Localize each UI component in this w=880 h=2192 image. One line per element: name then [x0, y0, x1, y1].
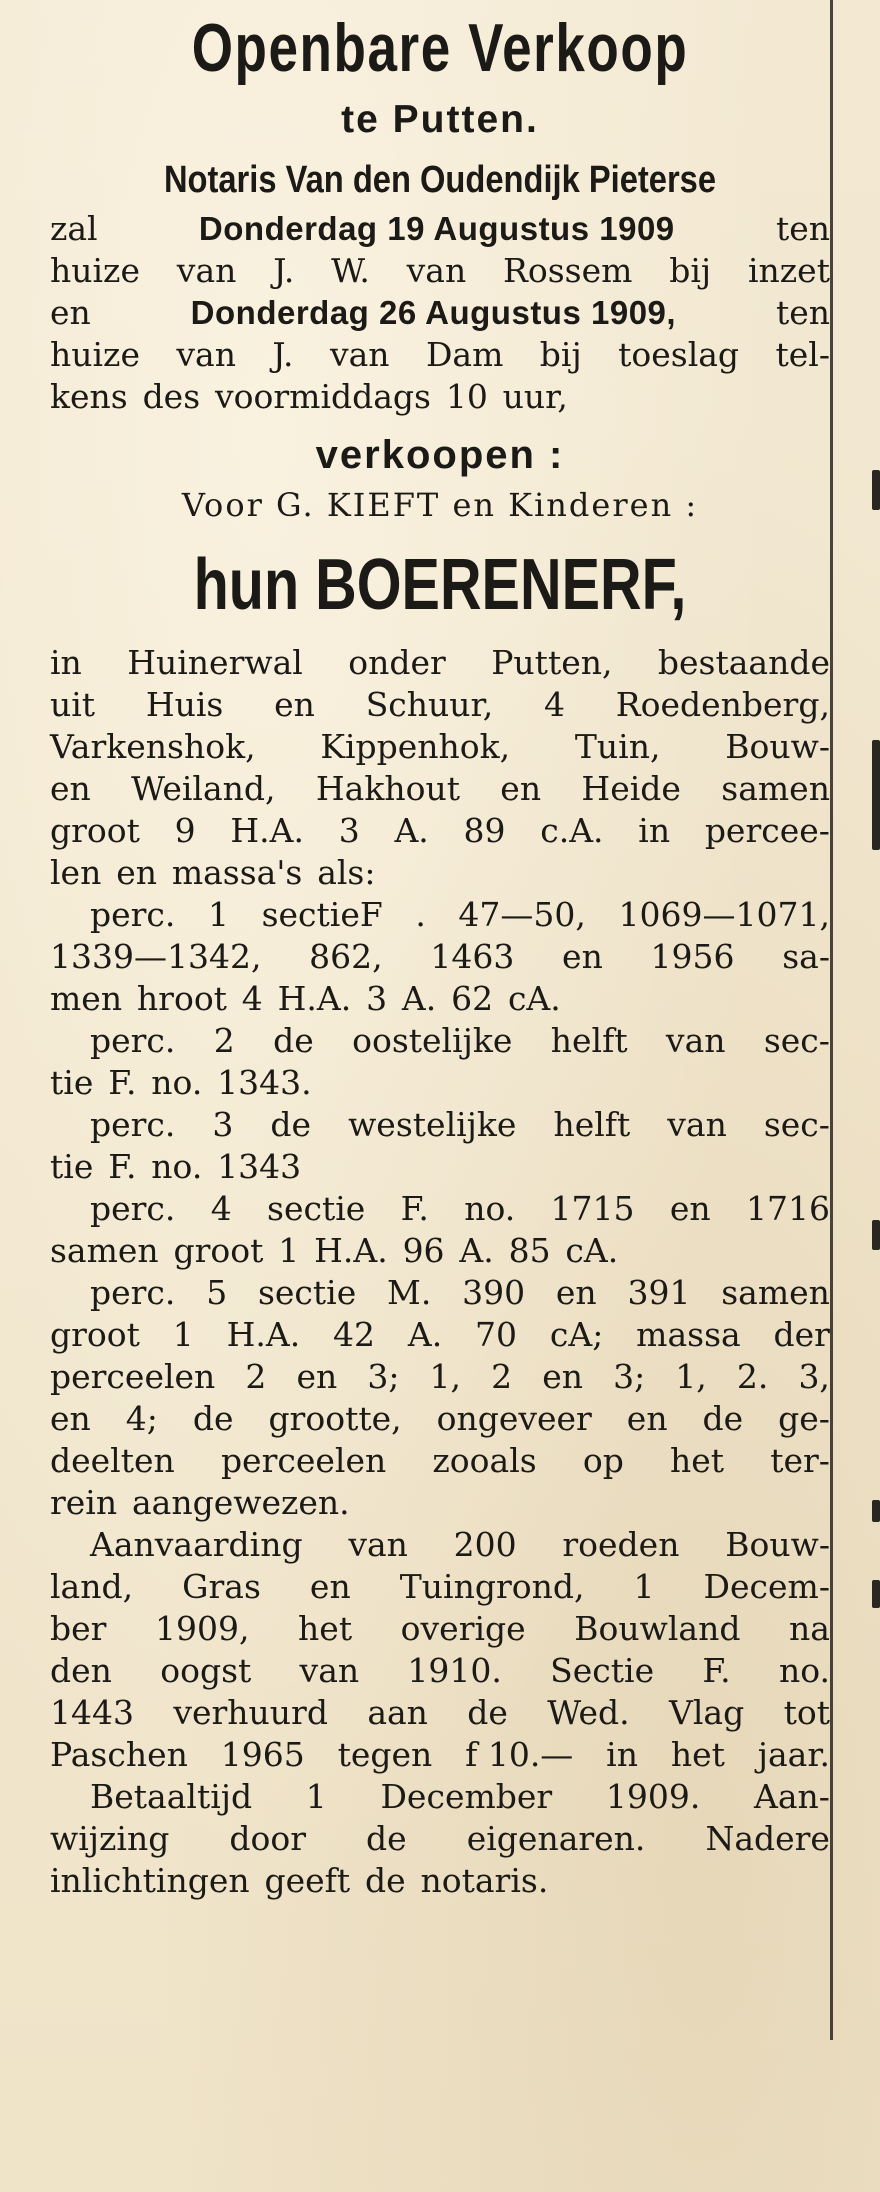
word: Heide	[581, 769, 681, 808]
seller-line: Voor G. KIEFT en Kinderen :	[181, 486, 699, 524]
word: A.	[407, 1315, 443, 1354]
word: 1909.	[605, 1777, 701, 1816]
word: Paschen	[50, 1735, 188, 1774]
word: 1	[633, 1567, 655, 1606]
word: roeden	[562, 1525, 680, 1564]
text-line	[50, 768, 830, 810]
word: en	[296, 1357, 338, 1396]
property-description	[50, 642, 830, 894]
word: oogst	[160, 1651, 252, 1690]
word: in	[638, 811, 671, 850]
text-line	[50, 208, 830, 250]
text-line	[50, 376, 830, 418]
word: eigenaren.	[466, 1819, 646, 1858]
text-line	[50, 1608, 830, 1650]
word: Huis	[145, 685, 224, 724]
word: het	[298, 1609, 353, 1648]
word: verhuurd	[173, 1693, 328, 1732]
word: perceelen	[50, 1357, 216, 1396]
word: Betaaltijd	[90, 1777, 253, 1816]
text-line	[50, 1734, 830, 1776]
word: tel-	[775, 335, 830, 374]
word: J.	[272, 335, 294, 374]
text-line	[50, 1104, 830, 1146]
word: F.	[400, 1189, 429, 1228]
word: 70	[475, 1315, 518, 1354]
word: tie	[50, 1147, 94, 1186]
word: Putten,	[491, 643, 613, 682]
word: no.	[151, 1147, 203, 1186]
text-line	[50, 1860, 830, 1902]
word: Decem-	[703, 1567, 830, 1606]
word: 1,	[675, 1357, 707, 1396]
word: Schuur,	[365, 685, 494, 724]
word: de	[273, 1021, 314, 1060]
word: helft	[550, 1021, 628, 1060]
word: perceе-	[704, 811, 830, 850]
word: uur,	[502, 377, 568, 416]
word: van	[665, 1021, 726, 1060]
word: van	[299, 1651, 360, 1690]
word: Bouw-	[725, 727, 830, 766]
word: in	[50, 643, 82, 682]
word: Vlag	[669, 1693, 745, 1732]
word: H.A.	[314, 1231, 388, 1270]
neighbor-column-mark	[872, 1580, 880, 1608]
word: sa-	[782, 937, 830, 976]
word: van	[406, 251, 467, 290]
word: kens	[50, 377, 128, 416]
text-line	[50, 1146, 830, 1188]
word: perc.	[90, 1273, 176, 1312]
word: perc.	[90, 1105, 176, 1144]
text-line	[50, 1818, 830, 1860]
word: 2	[213, 1021, 235, 1060]
word: onder	[348, 643, 446, 682]
word: cA.	[507, 979, 561, 1018]
word: 1339—1342,	[50, 937, 262, 976]
word: H.A.	[277, 979, 352, 1018]
word: A.	[394, 811, 429, 850]
word: 1	[278, 1231, 300, 1270]
word: Tuingrond,	[399, 1567, 585, 1606]
word: samen	[721, 1273, 830, 1312]
word: Roedenberg,	[615, 685, 830, 724]
word: Donderdag 26 Augustus 1909,	[190, 294, 677, 331]
word: Kippenhok,	[320, 727, 511, 766]
word: sec-	[763, 1105, 830, 1144]
word: 862,	[309, 937, 383, 976]
word: 2.	[736, 1357, 769, 1396]
word: Wed.	[547, 1693, 630, 1732]
word: 10	[445, 377, 488, 416]
word: sectie	[267, 1189, 366, 1228]
word: samen	[50, 1231, 159, 1270]
word: van	[667, 1105, 727, 1144]
word: 3;	[613, 1357, 646, 1396]
word: van	[329, 335, 390, 374]
word: de	[270, 1105, 312, 1144]
text-line	[50, 1314, 830, 1356]
word: 9	[174, 811, 196, 850]
word: grootte,	[268, 1399, 402, 1438]
word: de	[467, 1693, 508, 1732]
word: 1343.	[217, 1063, 312, 1102]
word: sectieF	[261, 895, 383, 934]
word: en	[669, 1189, 711, 1228]
word: 47—50,	[458, 895, 586, 934]
word: 3	[212, 1105, 234, 1144]
word: c.A.	[540, 811, 604, 850]
word: H.A.	[226, 1315, 301, 1354]
auction-advertisement	[50, 0, 830, 1902]
word: der	[773, 1315, 830, 1354]
word: en	[562, 937, 603, 976]
text-line	[50, 1440, 830, 1482]
word: tegen	[337, 1735, 433, 1774]
word: 1965	[220, 1735, 305, 1774]
text-line	[50, 1776, 830, 1818]
word: 1,	[429, 1357, 462, 1396]
word: bestaande	[657, 643, 830, 682]
terms-paragraph	[50, 1524, 830, 1902]
word: groot	[50, 811, 140, 850]
text-line	[50, 1398, 830, 1440]
text-line	[50, 1356, 830, 1398]
word: 3	[338, 811, 360, 850]
word: W.	[331, 251, 370, 290]
word: len	[50, 853, 102, 892]
text-line	[50, 1650, 830, 1692]
word: perceelen	[220, 1441, 387, 1480]
word: 3,	[798, 1357, 830, 1396]
word: Huinerwal	[127, 643, 303, 682]
word: 1069—1071,	[618, 895, 830, 934]
word: massa	[636, 1315, 741, 1354]
word: 1716	[745, 1189, 830, 1228]
word: Tuin,	[574, 727, 661, 766]
word: 1	[305, 1777, 327, 1816]
word: en	[542, 1357, 583, 1396]
word: no.	[464, 1189, 516, 1228]
word: 4	[241, 979, 263, 1018]
word: en	[50, 293, 91, 332]
word: bij	[539, 335, 582, 374]
word: ter-	[770, 1441, 830, 1480]
word: aan	[367, 1693, 428, 1732]
word: rein	[50, 1483, 118, 1522]
word: samen	[721, 769, 830, 808]
word: van	[176, 335, 236, 374]
action-heading: verkoopen :	[315, 433, 565, 477]
word: perc.	[90, 895, 176, 934]
word: J.	[273, 251, 295, 290]
word: groot	[50, 1315, 140, 1354]
word: het	[670, 1441, 725, 1480]
word: M.	[387, 1273, 432, 1312]
word: notaris.	[420, 1861, 549, 1900]
headline: Openbare Verkoop	[191, 10, 689, 86]
word: het	[670, 1735, 725, 1774]
text-line	[50, 1272, 830, 1314]
text-line	[50, 292, 830, 334]
word: perc.	[90, 1189, 176, 1228]
word: 391	[627, 1273, 691, 1312]
text-line	[50, 936, 830, 978]
word: 5	[206, 1273, 228, 1312]
word: ongeveer	[436, 1399, 592, 1438]
word: jaar.	[757, 1735, 830, 1774]
parcel-list	[50, 894, 830, 1524]
word: Bouw-	[725, 1525, 830, 1564]
word: helft	[553, 1105, 631, 1144]
word: 85	[508, 1231, 551, 1270]
word: 1715	[550, 1189, 635, 1228]
word: zooals	[432, 1441, 537, 1480]
word: 96	[402, 1231, 445, 1270]
word: Varkenshok,	[50, 727, 256, 766]
column-divider	[830, 0, 833, 2040]
word: den	[50, 1651, 112, 1690]
word: f 10.—	[465, 1735, 574, 1774]
word: westelijke	[348, 1105, 517, 1144]
text-line	[50, 642, 830, 684]
word: op	[582, 1441, 624, 1480]
text-line	[50, 334, 830, 376]
word: oostelijke	[352, 1021, 513, 1060]
word: 1	[207, 895, 229, 934]
word: Dam	[425, 335, 504, 374]
word: groot	[173, 1231, 264, 1270]
word: Gras	[182, 1567, 261, 1606]
text-line	[50, 1524, 830, 1566]
word: de	[366, 1819, 407, 1858]
text-line	[50, 1020, 830, 1062]
word: 62	[451, 979, 494, 1018]
word: van	[176, 251, 237, 290]
word: Aanvaarding	[90, 1525, 303, 1564]
word: A.	[401, 979, 437, 1018]
text-line	[50, 1692, 830, 1734]
word: van	[348, 1525, 408, 1564]
word: uit	[50, 685, 96, 724]
word: en	[50, 769, 91, 808]
word: 1909,	[155, 1609, 250, 1648]
word: Sectie	[550, 1651, 655, 1690]
word: huize	[50, 251, 140, 290]
word: en	[50, 1399, 91, 1438]
word: Donderdag 19 Augustus 1909	[198, 210, 675, 247]
word: cA.	[565, 1231, 619, 1270]
word: en	[555, 1273, 597, 1312]
word: 390	[462, 1273, 526, 1312]
word: 3;	[367, 1357, 400, 1396]
word: en	[309, 1567, 351, 1606]
word: voormiddags	[215, 377, 431, 416]
notary-name: Notaris Van den Oudendijk Pieterse	[163, 159, 717, 201]
word: Nadere	[705, 1819, 830, 1858]
word: en	[116, 853, 157, 892]
word: F.	[108, 1147, 137, 1186]
text-line	[50, 1230, 830, 1272]
auction-dates-paragraph	[50, 208, 830, 418]
object-title: hun BOERENERF,	[193, 545, 687, 625]
text-line	[50, 684, 830, 726]
word: men	[50, 979, 123, 1018]
word: Aan-	[754, 1777, 830, 1816]
word: overige	[400, 1609, 526, 1648]
word: 1956	[650, 937, 735, 976]
word: December	[380, 1777, 553, 1816]
word: 1443	[50, 1693, 134, 1732]
word: Weiland,	[131, 769, 276, 808]
word: de	[365, 1861, 406, 1900]
neighbor-column-mark	[872, 740, 880, 850]
word: door	[229, 1819, 307, 1858]
word: 2	[491, 1357, 513, 1396]
word: sectie	[257, 1273, 357, 1312]
word: tie	[50, 1063, 94, 1102]
word: Bouwland	[574, 1609, 741, 1648]
word: huize	[50, 335, 140, 374]
word: zal	[50, 209, 98, 248]
word: 1463	[430, 937, 515, 976]
word: in	[606, 1735, 638, 1774]
word: 1	[172, 1315, 194, 1354]
word: 1910.	[407, 1651, 502, 1690]
word: F.	[108, 1063, 137, 1102]
word: ge-	[778, 1399, 830, 1438]
word: inlichtingen	[50, 1861, 250, 1900]
word: F.	[702, 1651, 731, 1690]
word: 4	[543, 685, 565, 724]
word: 2	[245, 1357, 267, 1396]
word: sec-	[763, 1021, 830, 1060]
word: ten	[775, 209, 830, 248]
word: bij	[669, 251, 712, 290]
text-line	[50, 1188, 830, 1230]
word: massa's	[171, 853, 303, 892]
word: des	[142, 377, 201, 416]
text-line	[50, 810, 830, 852]
neighbor-column-mark	[872, 470, 880, 510]
word: inzet	[747, 251, 830, 290]
subheadline: te Putten.	[341, 98, 539, 141]
text-line	[50, 894, 830, 936]
text-line	[50, 726, 830, 768]
word: 42	[333, 1315, 376, 1354]
text-line	[50, 1566, 830, 1608]
word: perc.	[90, 1021, 176, 1060]
word: wijzing	[50, 1819, 170, 1858]
word: deelten	[50, 1441, 175, 1480]
word: 4	[210, 1189, 232, 1228]
word: de	[192, 1399, 234, 1438]
word: als:	[317, 853, 376, 892]
word: 3	[366, 979, 388, 1018]
word: 89	[463, 811, 506, 850]
word: no.	[151, 1063, 203, 1102]
word: en	[274, 685, 315, 724]
text-line	[50, 1062, 830, 1104]
word: no.	[778, 1651, 830, 1690]
neighbor-column-mark	[872, 1500, 880, 1522]
word: geeft	[264, 1861, 351, 1900]
word: ber	[50, 1609, 107, 1648]
word: en	[626, 1399, 668, 1438]
text-line	[50, 250, 830, 292]
text-line	[50, 978, 830, 1020]
word: toeslag	[618, 335, 740, 374]
word: 200	[453, 1525, 517, 1564]
word: 1343	[217, 1147, 302, 1186]
word: tot	[783, 1693, 830, 1732]
word: aangewezen.	[131, 1483, 350, 1522]
word: na	[789, 1609, 830, 1648]
neighbor-column-mark	[872, 1220, 880, 1250]
word: Hakhout	[315, 769, 460, 808]
word: ten	[775, 293, 830, 332]
word: en	[500, 769, 542, 808]
word: Rossem	[503, 251, 633, 290]
word: hroot	[136, 979, 227, 1018]
word: .	[415, 895, 426, 934]
word: de	[702, 1399, 744, 1438]
word: A.	[459, 1231, 494, 1270]
word: cA;	[549, 1315, 604, 1354]
word: 4;	[125, 1399, 158, 1438]
word: H.A.	[230, 811, 304, 850]
text-line	[50, 1482, 830, 1524]
text-line	[50, 852, 830, 894]
word: land,	[50, 1567, 134, 1606]
